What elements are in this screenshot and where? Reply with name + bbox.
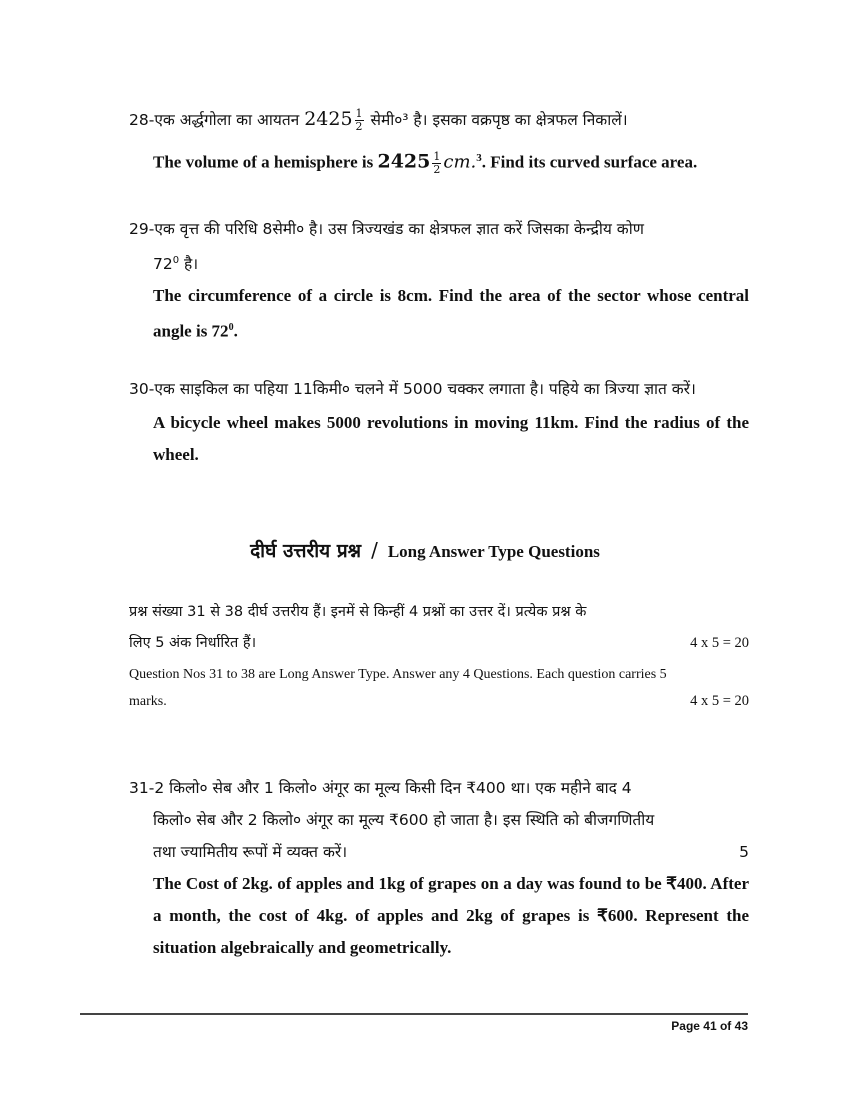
volume-value-en: 2425 xyxy=(377,150,431,173)
question-30-english: A bicycle wheel makes 5000 revolutions in moving 11km. Find the radius of the wheel. xyxy=(153,413,749,464)
question-31-hindi-line3: तथा ज्यामितीय रूपों में व्यक्त करें। 5 xyxy=(129,836,749,868)
footer-divider xyxy=(80,1013,748,1015)
question-31-hindi-line2: किलो० सेब और 2 किलो० अंगूर का मूल्य ₹600 हो जाता है। इस स्थिति को बीजगणितीय xyxy=(153,811,655,829)
question-28 xyxy=(129,103,749,179)
question-31-marks: 5 xyxy=(739,843,749,861)
section-separator: / xyxy=(371,538,378,562)
instructions-english-line1: Question Nos 31 to 38 are Long Answer Type. Answer any 4 Questions. Each question carries 5 xyxy=(129,667,667,682)
question-28-hindi: 28-एक अर्द्धगोला का आयतन 2425 $\frac{1}{2}$ सेमी०³ है। इसका वक्रपृष्ठ का क्षेत्रफल निकालें। xyxy=(129,107,628,133)
question-30 xyxy=(129,373,749,471)
half-fraction: $\frac{1}{2}$ xyxy=(355,107,363,133)
instructions-english-marks: 4 x 5 = 20 xyxy=(690,693,749,709)
instructions xyxy=(129,597,749,715)
question-29 xyxy=(129,213,749,348)
question-29-hindi: 29-एक वृत्त की परिधि 8सेमी० है। उस त्रिज्यखंड का क्षेत्रफल ज्ञात करें जिसका केन्द्रीय कोण xyxy=(129,220,644,238)
section-title-hindi: दीर्घ उत्तरीय प्रश्न xyxy=(250,540,362,562)
section-title-english: Long Answer Type Questions xyxy=(387,542,600,561)
question-29-english: The circumference of a circle is 8cm. Find the area of the sector whose central angle is $72^0$. xyxy=(153,286,749,341)
instructions-hindi-line2: लिए 5 अंक निर्धारित हैं। 4 x 5 = 20 xyxy=(129,628,749,659)
half-fraction-en: $\frac{1}{2}$ xyxy=(433,150,441,177)
question-31-hindi-line1: 31-2 किलो० सेब और 1 किलो० अंगूर का मूल्य किसी दिन ₹400 था। एक महीने बाद 4 xyxy=(129,779,632,797)
instructions-hindi-line1: प्रश्न संख्या 31 से 38 दीर्घ उत्तरीय हैं। इनमें से किन्हीं 4 प्रश्नों का उत्तर दें। प्रत्येक प्रश्न के xyxy=(129,604,587,620)
page-number: Page 41 of 43 xyxy=(671,1019,748,1033)
instructions-english-line2: marks. 4 x 5 = 20 xyxy=(129,688,749,715)
instructions-hindi-marks: 4 x 5 = 20 xyxy=(690,635,749,651)
volume-value: 2425 xyxy=(304,108,353,130)
question-30-hindi: 30-एक साइकिल का पहिया 11किमी० चलने में 5000 चक्कर लगाता है। पहिये का त्रिज्या ज्ञात करें। xyxy=(129,380,696,398)
question-28-english: The volume of a hemisphere is 2425 $\frac{1}{2}$ cm.$^3$. Find its curved surface area. xyxy=(153,150,698,177)
section-heading xyxy=(0,537,850,563)
question-31 xyxy=(129,772,749,964)
unit-cm: cm. xyxy=(443,151,477,173)
question-29-hindi-cont: $72^0$ है। xyxy=(153,255,199,274)
question-31-english: The Cost of 2kg. of apples and 1kg of grapes on a day was found to be ₹400. After a month, the cost of 4kg. of apples and 2kg of grapes is ₹600. Represent the situation algebraically and geometrically. xyxy=(153,874,749,957)
